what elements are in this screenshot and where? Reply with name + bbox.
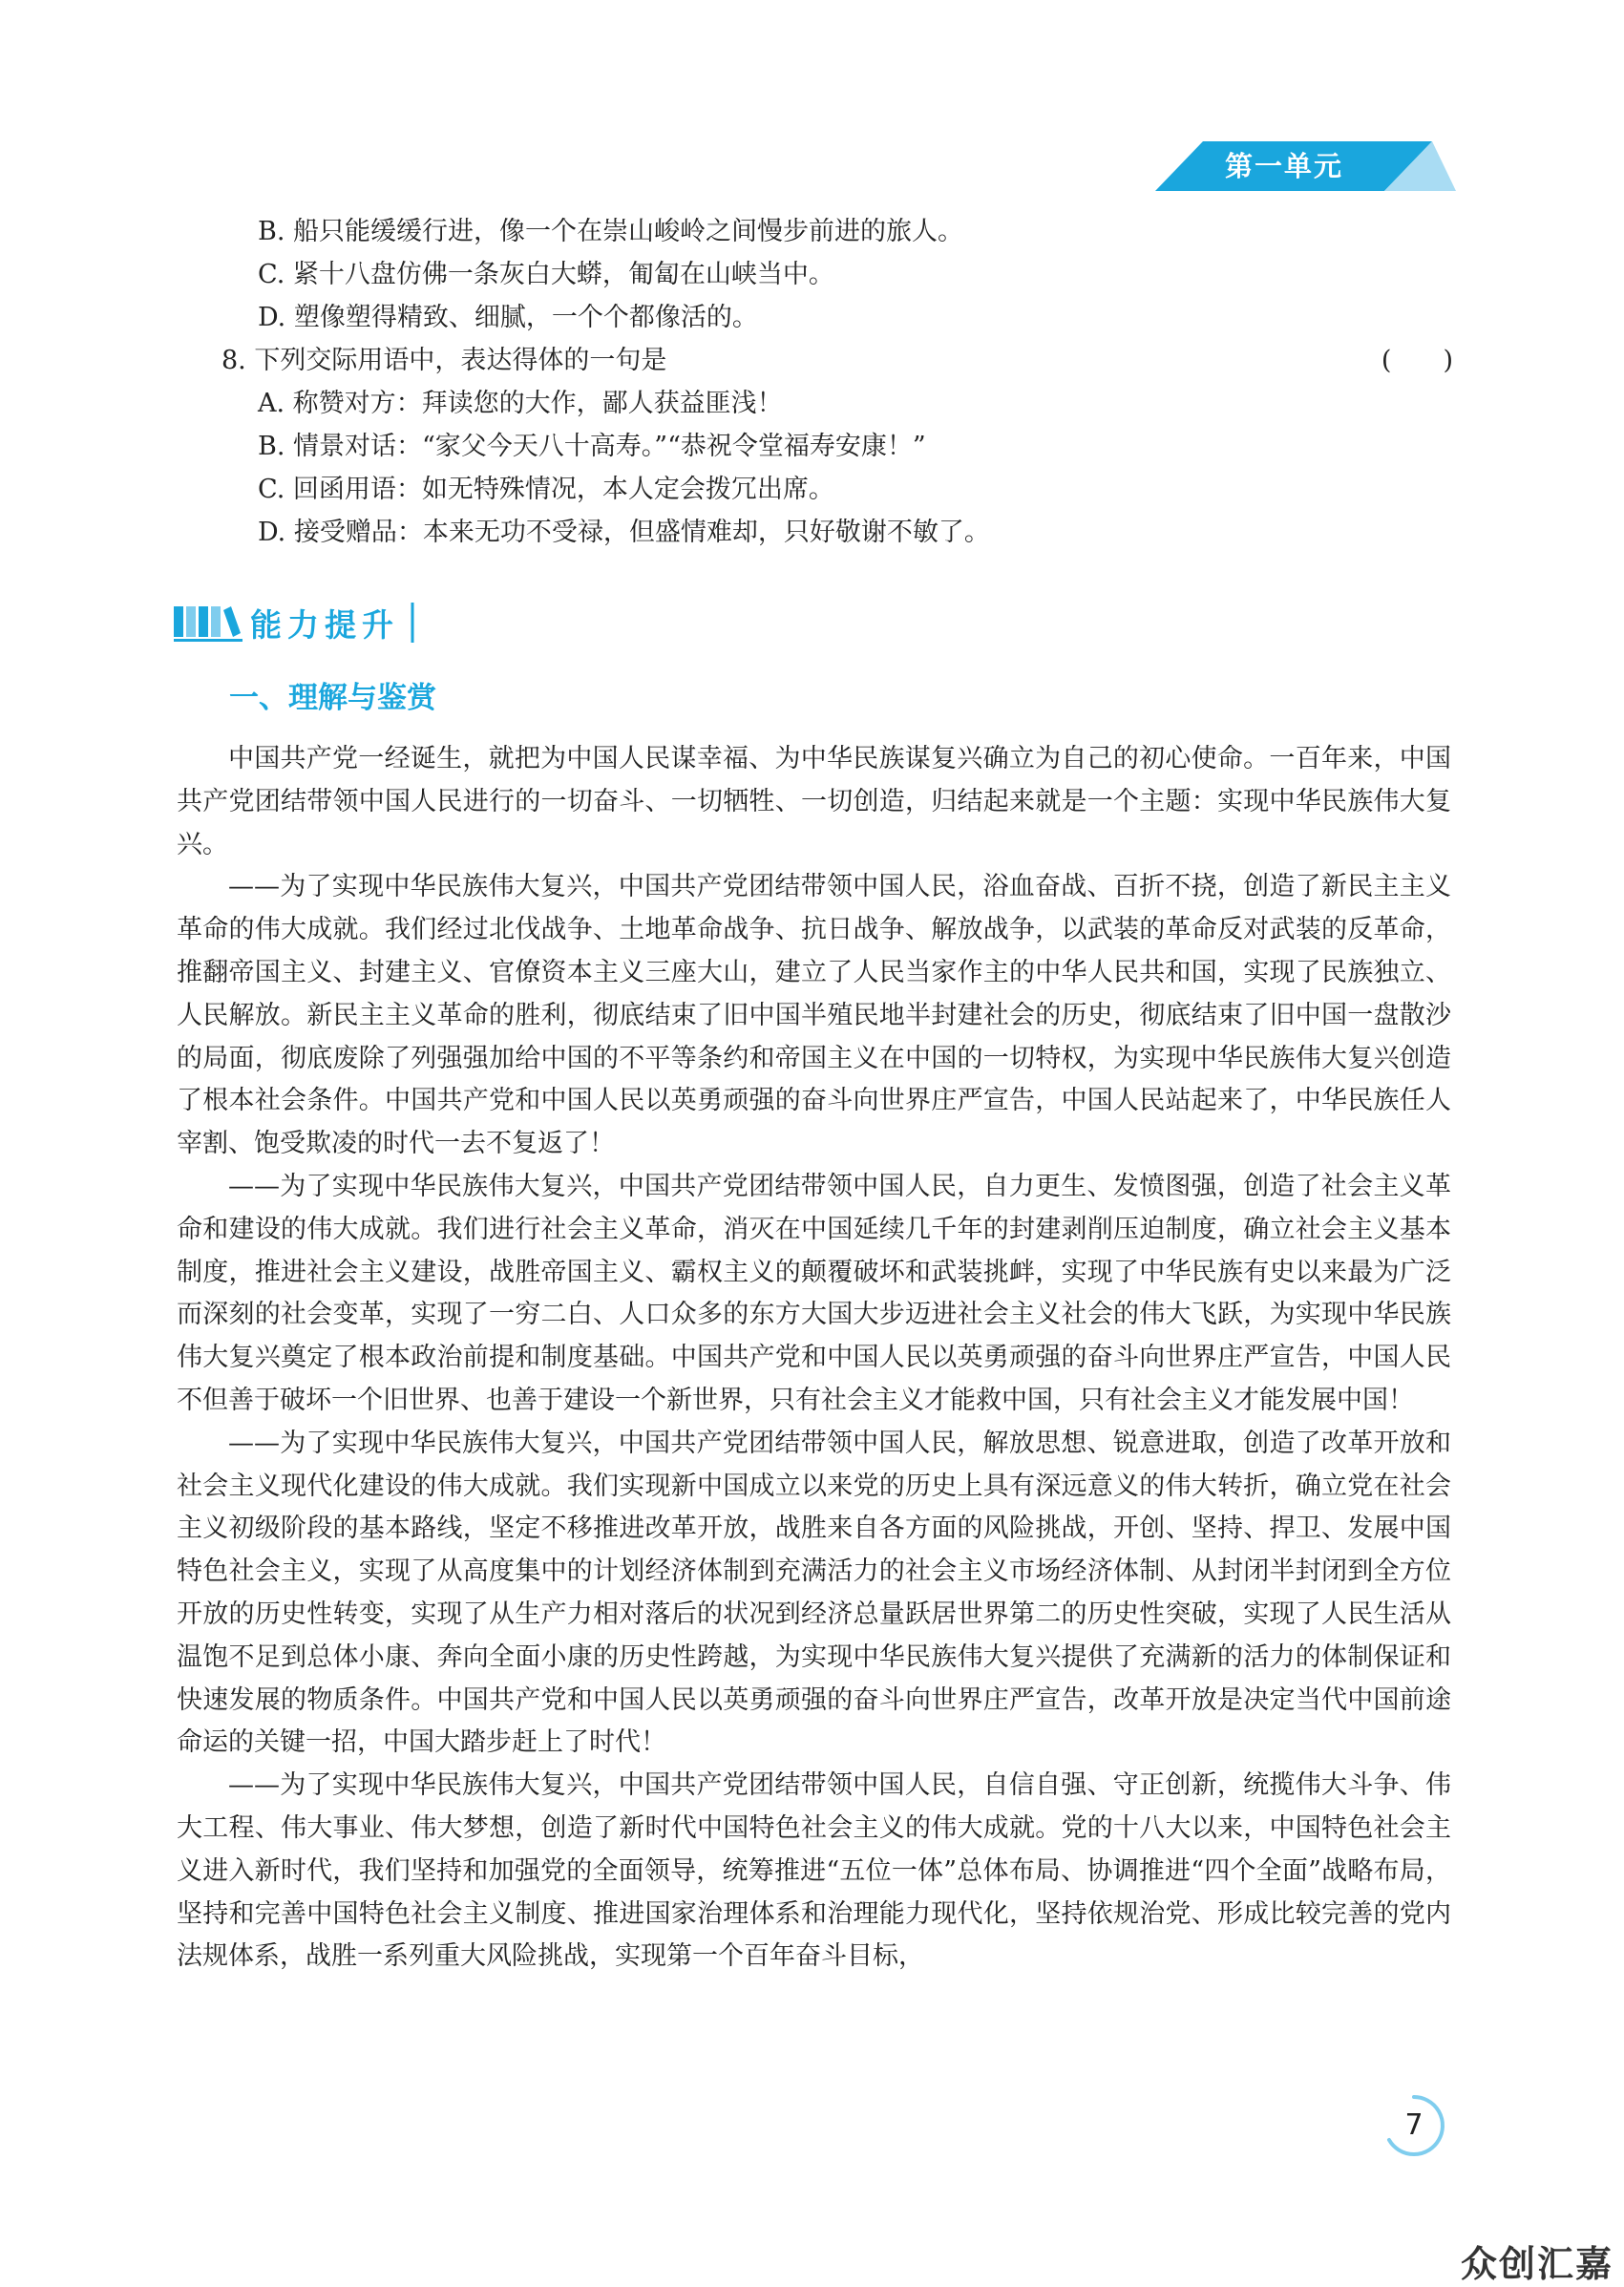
section-subtitle: 一、理解与鉴赏 xyxy=(229,681,436,715)
section-title: 能力提升 xyxy=(250,606,399,644)
page-number xyxy=(1381,2093,1446,2158)
option-d: D. 塑像塑得精致、细腻，一个个都像活的。 xyxy=(258,303,758,332)
option-b: B. 情景对话：“家父今天八十高寿。”“恭祝令堂福寿安康！” xyxy=(258,432,926,461)
option-c: C. 紧十八盘仿佛一条灰白大蟒，匍匐在山峡当中。 xyxy=(258,260,834,289)
option-c: C. 回函用语：如无特殊情况，本人定会拨冗出席。 xyxy=(258,475,834,504)
prev-question-options xyxy=(258,210,1451,339)
question-8 xyxy=(221,339,1453,382)
paragraph: ——为了实现中华民族伟大复兴，中国共产党团结带领中国人民，自力更生、发愤图强，创造了社会主义革命和建设的伟大成就。我们进行社会主义革命，消灭在中国延续几千年的封建剥削压迫制度，确立社会主义基本制度，推进社会主义建设，战胜帝国主义、霸权主义的颠覆破坏和武装挑衅，实现了中华民族有史以来最为广泛而深刻的社会变革，实现了一穷二白、人口众多的东方大国大步迈进社会主义社会的伟大飞跃，为实现中华民族伟大复兴奠定了根本政治前提和制度基础。中国共产党和中国人民以英勇顽强的奋斗向世界庄严宣告，中国人民不但善于破坏一个旧世界、也善于建设一个新世界，只有社会主义才能救中国，只有社会主义才能发展中国！ xyxy=(177,1171,1451,1415)
watermark: 众创汇嘉 xyxy=(1461,2243,1614,2285)
paragraph: ——为了实现中华民族伟大复兴，中国共产党团结带领中国人民，浴血奋战、百折不挠，创造了新民主主义革命的伟大成就。我们经过北伐战争、土地革命战争、抗日战争、解放战争，以武装的革命反对武装的反革命，推翻帝国主义、封建主义、官僚资本主义三座大山，建立了人民当家作主的中华人民共和国，实现了民族独立、人民解放。新民主主义革命的胜利，彻底结束了旧中国半殖民地半封建社会的历史，彻底结束了旧中国一盘散沙的局面，彻底废除了列强强加给中国的不平等条约和帝国主义在中国的一切特权，为实现中华民族伟大复兴创造了根本社会条件。中国共产党和中国人民以英勇顽强的奋斗向世界庄严宣告，中国人民站起来了，中华民族任人宰割、饱受欺凌的时代一去不复返了！ xyxy=(177,872,1451,1159)
passage xyxy=(177,738,1451,1979)
question-stem: 8. 下列交际用语中，表达得体的一句是 xyxy=(221,346,667,375)
unit-tab xyxy=(1155,141,1456,191)
question-8-options xyxy=(258,382,1451,554)
unit-label: 第一单元 xyxy=(1224,150,1343,182)
option-a: A. 称赞对方：拜读您的大作，鄙人获益匪浅！ xyxy=(258,389,783,418)
page-number-value: 7 xyxy=(1404,2108,1424,2142)
option-d: D. 接受赠品：本来无功不受禄，但盛情难却，只好敬谢不敏了。 xyxy=(258,518,990,547)
paragraph: ——为了实现中华民族伟大复兴，中国共产党团结带领中国人民，自信自强、守正创新，统揽伟大斗争、伟大工程、伟大事业、伟大梦想，创造了新时代中国特色社会主义的伟大成就。党的十八大以来，中国特色社会主义进入新时代，我们坚持和加强党的全面领导，统筹推进“五位一体”总体布局、协调推进“四个全面”战略布局，坚持和完善中国特色社会主义制度、推进国家治理体系和治理能力现代化，坚持依规治党、形成比较完善的党内法规体系，战胜一系列重大风险挑战，实现第一个百年奋斗目标， xyxy=(177,1770,1451,1972)
answer-bracket: ( ) xyxy=(1381,346,1453,375)
paragraph: ——为了实现中华民族伟大复兴，中国共产党团结带领中国人民，解放思想、锐意进取，创造了改革开放和社会主义现代化建设的伟大成就。我们实现新中国成立以来党的历史上具有深远意义的伟大转折，确立党在社会主义初级阶段的基本路线，坚定不移推进改革开放，战胜来自各方面的风险挑战，开创、坚持、捍卫、发展中国特色社会主义，实现了从高度集中的计划经济体制到充满活力的社会主义市场经济体制、从封闭半封闭到全方位开放的历史性转变，实现了从生产力相对落后的状况到经济总量跃居世界第二的历史性突破，实现了人民生活从温饱不足到总体小康、奔向全面小康的历史性跨越，为实现中华民族伟大复兴提供了充满新的活力的体制保证和快速发展的物质条件。中国共产党和中国人民以英勇顽强的奋斗向世界庄严宣告，改革开放是决定当代中国前途命运的关键一招，中国大踏步赶上了时代！ xyxy=(177,1428,1451,1758)
paragraph: 中国共产党一经诞生，就把为中国人民谋幸福、为中华民族谋复兴确立为自己的初心使命。一百年来，中国共产党团结带领中国人民进行的一切奋斗、一切牺牲、一切创造，归结起来就是一个主题：实现中华民族伟大复兴。 xyxy=(177,744,1451,859)
option-b: B. 船只能缓缓行进，像一个在崇山峻岭之间慢步前进的旅人。 xyxy=(258,217,964,246)
